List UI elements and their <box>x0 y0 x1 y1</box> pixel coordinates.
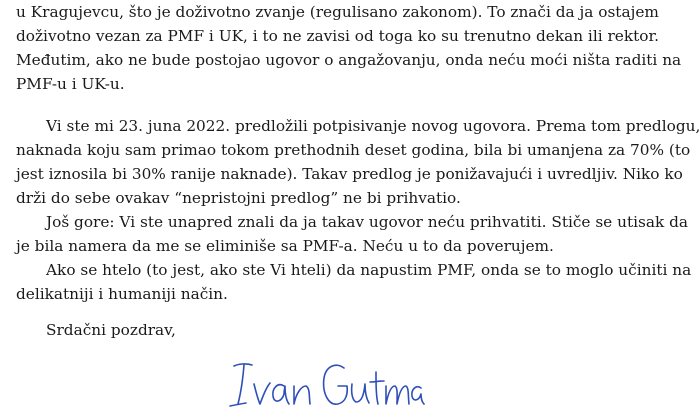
paragraph-4-line-1: Ako se htelo (to jest, ako ste Vi hteli) da napustim PMF, onda se to moglo učiniti na <box>46 261 692 279</box>
paragraph-3-line-2: je bila namera da me se eliminiše sa PMF-a. Neću u to da poverujem. <box>16 237 554 255</box>
paragraph-2-line-3: jest iznosila bi 30% ranije naknade). Takav predlog je ponižavajući i uvredljiv. Niko ko <box>16 165 683 183</box>
paragraph-4-line-2: delikatniji i humaniji način. <box>16 285 228 303</box>
paragraph-3-line-1: Još gore: Vi ste unapred znali da ja takav ugovor neću prihvatiti. Stiče se utisak da <box>46 213 689 231</box>
paragraph-2-line-2: naknada koju sam primao tokom prethodnih deset godina, bila bi umanjena za 70% (to <box>16 141 691 159</box>
paragraph-2-line-1: Vi ste mi 23. juna 2022. predložili potpisivanje novog ugovora. Prema tom predlogu, <box>46 117 700 135</box>
handwritten-signature <box>226 356 426 420</box>
paragraph-2-line-4: drži do sebe ovakav “nepristojni predlog” ne bi prihvatio. <box>16 189 461 207</box>
paragraph-1-line-3: Međutim, ako ne bude postojao ugovor o angažovanju, onda neću moći ništa raditi na <box>16 51 682 69</box>
paragraph-1-line-4: PMF-u i UK-u. <box>16 75 125 93</box>
closing-text: Srdačni pozdrav, <box>46 321 176 339</box>
paragraph-1-line-2: doživotno vezan za PMF i UK, i to ne zavisi od toga ko su trenutno dekan ili rektor. <box>16 27 659 45</box>
paragraph-1-line-1: u Kragujevcu, što je doživotno zvanje (regulisano zakonom). To znači da ja ostajem <box>16 3 659 21</box>
